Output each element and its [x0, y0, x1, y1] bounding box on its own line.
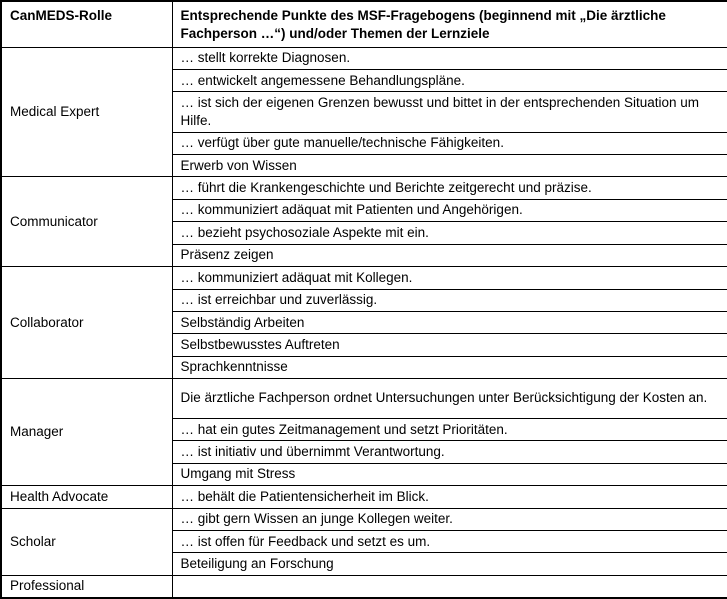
item-cell: Erwerb von Wissen: [172, 154, 727, 176]
header-cell-items: Entsprechende Punkte des MSF-Fragebogens (beginnend mit „Die ärztliche Fachperson …“) und/oder Themen der Lernziele: [172, 1, 727, 47]
item-cell: … entwickelt angemessene Behandlungspläne.: [172, 69, 727, 91]
role-cell-scholar: Scholar: [1, 508, 172, 575]
item-cell: … gibt gern Wissen an junge Kollegen weiter.: [172, 508, 727, 530]
item-cell: Die ärztliche Fachperson ordnet Untersuchungen unter Berücksichtigung der Kosten an.: [172, 379, 727, 419]
header-cell-role: CanMEDS-Rolle: [1, 1, 172, 47]
item-cell: … kommuniziert adäquat mit Kollegen.: [172, 267, 727, 289]
item-cell: … verfügt über gute manuelle/technische Fähigkeiten.: [172, 132, 727, 154]
table-row: [1, 379, 727, 419]
role-cell-health-advocate: Health Advocate: [1, 486, 172, 508]
table-row: [1, 575, 727, 598]
item-cell: … ist erreichbar und zuverlässig.: [172, 289, 727, 311]
item-cell: … ist initiativ und übernimmt Verantwortung.: [172, 441, 727, 463]
item-cell: Selbständig Arbeiten: [172, 311, 727, 333]
item-cell: Umgang mit Stress: [172, 463, 727, 485]
item-cell: … bezieht psychosoziale Aspekte mit ein.: [172, 222, 727, 244]
table-row: [1, 177, 727, 199]
item-cell: … hat ein gutes Zeitmanagement und setzt Prioritäten.: [172, 418, 727, 440]
item-cell: … behält die Patientensicherheit im Blick.: [172, 486, 727, 508]
role-cell-collaborator: Collaborator: [1, 267, 172, 379]
item-cell: … kommuniziert adäquat mit Patienten und Angehörigen.: [172, 199, 727, 221]
table-row: [1, 267, 727, 289]
item-cell: [172, 575, 727, 598]
table-row: [1, 47, 727, 69]
role-cell-medical-expert: Medical Expert: [1, 47, 172, 177]
table-row: [1, 486, 727, 508]
item-cell: … ist sich der eigenen Grenzen bewusst und bittet in der entsprechenden Situation um Hilfe.: [172, 92, 727, 132]
item-cell: Sprachkenntnisse: [172, 356, 727, 378]
role-cell-communicator: Communicator: [1, 177, 172, 267]
role-cell-manager: Manager: [1, 379, 172, 486]
item-cell: Beteiligung an Forschung: [172, 553, 727, 575]
header-row: [1, 1, 727, 47]
item-cell: … ist offen für Feedback und setzt es um.: [172, 531, 727, 553]
item-cell: … führt die Krankengeschichte und Berichte zeitgerecht und präzise.: [172, 177, 727, 199]
item-cell: Selbstbewusstes Auftreten: [172, 334, 727, 356]
item-cell: … stellt korrekte Diagnosen.: [172, 47, 727, 69]
role-cell-professional: Professional: [1, 575, 172, 598]
item-cell: Präsenz zeigen: [172, 244, 727, 266]
table-row: [1, 508, 727, 530]
